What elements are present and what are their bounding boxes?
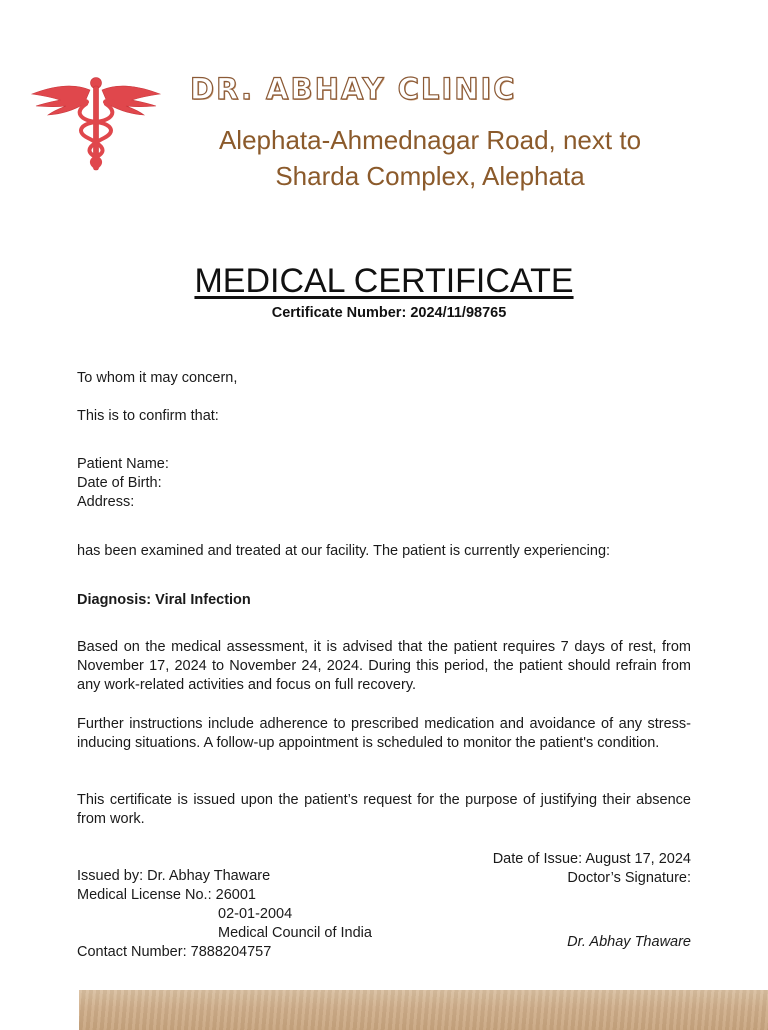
medical-license — [77, 886, 691, 905]
license-date: 02-01-2004 — [218, 906, 293, 922]
certificate-number-value: 2024/11/98765 — [410, 305, 507, 321]
contact-number: Contact Number: 7888204757 — [77, 944, 272, 960]
clinic-address-line-2: Sharda Complex, Alephata — [275, 161, 585, 191]
issue-signature-block — [493, 850, 691, 888]
examined-line: has been examined and treated at our facility. The patient is currently experiencing: — [77, 543, 611, 559]
patient-name-label: Patient Name: — [77, 456, 169, 472]
license-number: 26001 — [215, 887, 256, 903]
date-of-birth-label: Date of Birth: — [77, 475, 162, 492]
clinic-name: DR. ABHAY CLINIC — [190, 72, 517, 106]
clinic-address-line-1: Alephata-Ahmednagar Road, next to — [218, 125, 642, 155]
signature-label: Doctor’s Signature: — [567, 870, 691, 886]
certificate-title: MEDICAL CERTIFICATE — [194, 262, 574, 300]
confirm-line: This is to confirm that: — [77, 408, 219, 424]
license-council: Medical Council of India — [218, 925, 372, 941]
date-of-issue: Date of Issue: August 17, 2024 — [492, 851, 691, 867]
diagnosis — [77, 591, 691, 610]
certificate-number — [0, 305, 768, 321]
certificate-number-label: Certificate Number: — [271, 305, 407, 321]
cardboard-background — [79, 990, 768, 1030]
paragraph-rest: Based on the medical assessment, it is advised that the patient requires 7 days of rest, from November 17, 2024 to November 24, 2024. During this period, the patient should refrain from any work-related activities and focus on full recovery. — [77, 639, 691, 694]
diagnosis-value: Viral Infection — [155, 592, 251, 608]
address-label: Address: — [77, 494, 135, 511]
patient-details — [77, 455, 691, 513]
license-label: Medical License No.: — [77, 887, 212, 903]
diagnosis-label: Diagnosis: — [77, 592, 152, 608]
caduceus-icon — [28, 74, 164, 174]
clinic-address — [160, 122, 700, 194]
paragraph-instructions: Further instructions include adherence to prescribed medication and avoidance of any stress-inducing situations. A follow-up appointment is scheduled to monitor the patient's condition. — [77, 716, 691, 752]
signature-name: Dr. Abhay Thaware — [567, 934, 691, 950]
paragraph-purpose: This certificate is issued upon the patient’s request for the purpose of justifying their absence from work. — [77, 792, 691, 828]
greeting: To whom it may concern, — [77, 370, 238, 386]
issued-by: Issued by: Dr. Abhay Thaware — [77, 868, 271, 884]
